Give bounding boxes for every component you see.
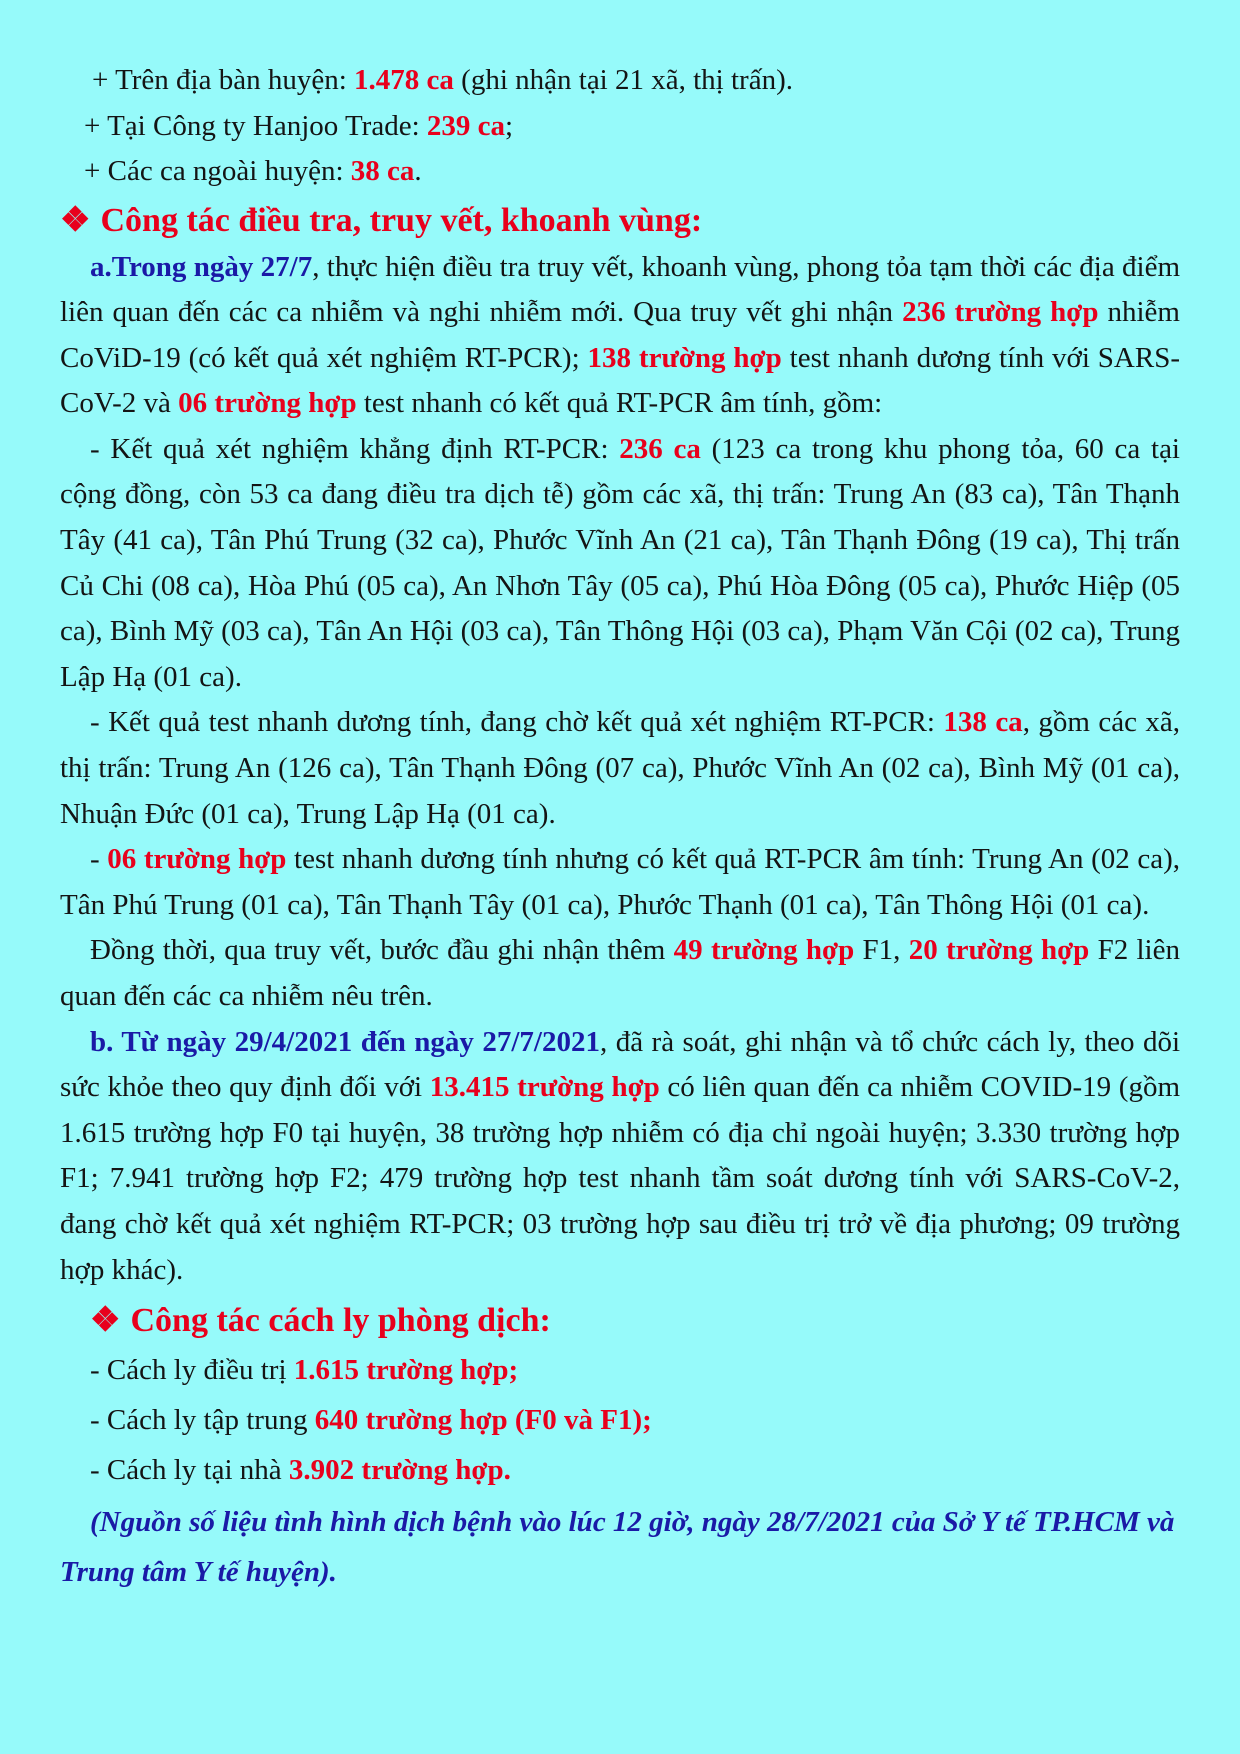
paragraph-text: , gồm các xã, thị trấn: Trung An (126 ca), Tân Thạnh Đông (07 ca), Phước Vĩnh An (02 ca), Bình Mỹ (01 ca), Nhuận Đức (01 ca), Trung Lập Hạ (01 ca). xyxy=(60,706,1181,830)
quarantine-value: 640 trường hợp (F0 và F1); xyxy=(314,1404,652,1437)
summary-value: 239 ca xyxy=(426,109,505,142)
summary-suffix: (ghi nhận tại 21 xã, thị trấn). xyxy=(453,64,793,96)
highlight-value: 20 trường hợp xyxy=(908,934,1090,967)
summary-line-company xyxy=(60,104,1180,150)
source-note: (Nguồn số liệu tình hình dịch bệnh vào lúc 12 giờ, ngày 28/7/2021 của Sở Y tế TP.HCM và Trung tâm Y tế huyện). xyxy=(60,1506,1175,1589)
summary-value: 38 ca xyxy=(350,155,415,187)
section-heading-investigation xyxy=(60,197,1180,245)
summary-prefix: + Tại Công ty Hanjoo Trade: xyxy=(84,109,427,142)
paragraph-b xyxy=(60,1020,1180,1294)
highlight-value: 49 trường hợp xyxy=(673,934,855,967)
paragraph-text: test nhanh dương tính với SARS-CoV-2 và xyxy=(60,341,1180,420)
summary-line-district xyxy=(60,58,1180,104)
highlight-value: 236 ca xyxy=(619,432,701,465)
paragraph-a xyxy=(60,245,1180,427)
paragraph-text: - xyxy=(90,843,108,876)
highlight-value: 138 trường hợp xyxy=(587,341,782,374)
quarantine-label: - Cách ly tập trung xyxy=(90,1404,315,1437)
paragraph-text: (123 ca trong khu phong tỏa, 60 ca tại cộng đồng, còn 53 ca đang điều tra dịch tễ) gồm các xã, thị trấn: Trung An (83 ca), Tân Thạnh Tây (41 ca), Tân Phú Trung (32 ca), Phước Vĩnh An (21 ca), Tân Thạnh Đông (19 ca), Thị trấn Củ Chi (08 ca), Hòa Phú (05 ca), An Nhơn Tây (05 ca), Phú Hòa Đông (05 ca), Phước Hiệp (05 ca), Bình Mỹ (03 ca), Tân An Hội (03 ca), Tân Thông Hội (03 ca), Phạm Văn Cội (02 ca), Trung Lập Hạ (01 ca). xyxy=(60,432,1180,693)
highlight-value: 06 trường hợp xyxy=(178,387,357,420)
paragraph-text: - Kết quả xét nghiệm khẳng định RT-PCR: xyxy=(90,432,620,465)
paragraph-text: có liên quan đến ca nhiễm COVID-19 (gồm 1.615 trường hợp F0 tại huyện, 38 trường hợp nhiễm có địa chỉ ngoài huyện; 3.330 trường hợp F1; 7.941 trường hợp F2; 479 trường hợp test nhanh tầm soát dương tính với SARS-CoV-2, đang chờ kết quả xét nghiệm RT-PCR; 03 trường hợp sau điều trị trở về địa phương; 09 trường hợp khác). xyxy=(60,1071,1181,1286)
section-heading-text: Công tác cách ly phòng dịch: xyxy=(130,1302,551,1340)
quarantine-item-centralized xyxy=(60,1395,1180,1445)
quarantine-label: - Cách ly tại nhà xyxy=(90,1454,289,1487)
quarantine-label: - Cách ly điều trị xyxy=(90,1354,294,1387)
section-heading-quarantine xyxy=(60,1297,1180,1345)
paragraph-b-label: b. Từ ngày 29/4/2021 đến ngày 27/7/2021 xyxy=(90,1025,600,1058)
paragraph-text: F1, xyxy=(854,934,909,967)
quarantine-item-home xyxy=(60,1445,1180,1495)
highlight-value: 13.415 trường hợp xyxy=(429,1071,660,1104)
summary-suffix: . xyxy=(414,155,422,187)
paragraph-a-label: a.Trong ngày 27/7 xyxy=(90,250,313,283)
paragraph-text: test nhanh dương tính nhưng có kết quả RT-PCR âm tính: Trung An (02 ca), Tân Phú Trung (01 ca), Tân Thạnh Tây (01 ca), Phước Thạnh (01 ca), Tân Thông Hội (01 ca). xyxy=(60,843,1180,921)
diamond-bullet-icon: ❖ xyxy=(90,1302,121,1340)
section-heading-text: Công tác điều tra, truy vết, khoanh vùng: xyxy=(100,201,703,239)
paragraph-rapid-positive xyxy=(60,700,1180,837)
highlight-value: 138 ca xyxy=(943,706,1023,739)
paragraph-text: test nhanh có kết quả RT-PCR âm tính, gồm: xyxy=(356,387,883,420)
summary-prefix: + Các ca ngoài huyện: xyxy=(84,155,351,187)
paragraph-text: , thực hiện điều tra truy vết, khoanh vùng, phong tỏa tạm thời các địa điểm liên quan đến các ca nhiễm và nghi nhiễm mới. Qua truy vết ghi nhận xyxy=(60,250,1181,329)
paragraph-pcr-negative xyxy=(60,837,1180,928)
summary-prefix: + Trên địa bàn huyện: xyxy=(92,64,355,96)
quarantine-value: 1.615 trường hợp; xyxy=(293,1354,519,1387)
paragraph-text: nhiễm CoViD-19 (có kết quả xét nghiệm RT-PCR); xyxy=(60,296,1180,374)
highlight-value: 06 trường hợp xyxy=(107,843,287,876)
highlight-value: 236 trường hợp xyxy=(902,296,1099,329)
summary-value: 1.478 ca xyxy=(354,64,454,96)
paragraph-text: Đồng thời, qua truy vết, bước đầu ghi nhận thêm xyxy=(90,934,674,967)
paragraph-contacts xyxy=(60,928,1180,1019)
quarantine-value: 3.902 trường hợp. xyxy=(288,1454,511,1487)
paragraph-text: , đã rà soát, ghi nhận và tổ chức cách ly, theo dõi sức khỏe theo quy định đối với xyxy=(60,1025,1180,1104)
paragraph-text: - Kết quả test nhanh dương tính, đang chờ kết quả xét nghiệm RT-PCR: xyxy=(90,706,944,739)
summary-suffix: ; xyxy=(505,109,514,142)
paragraph-text: F2 liên quan đến các ca nhiễm nêu trên. xyxy=(60,934,1180,1012)
summary-line-outside xyxy=(60,149,1180,195)
paragraph-pcr-confirmed xyxy=(60,427,1180,701)
diamond-bullet-icon: ❖ xyxy=(60,201,91,239)
quarantine-item-treatment xyxy=(60,1345,1180,1395)
